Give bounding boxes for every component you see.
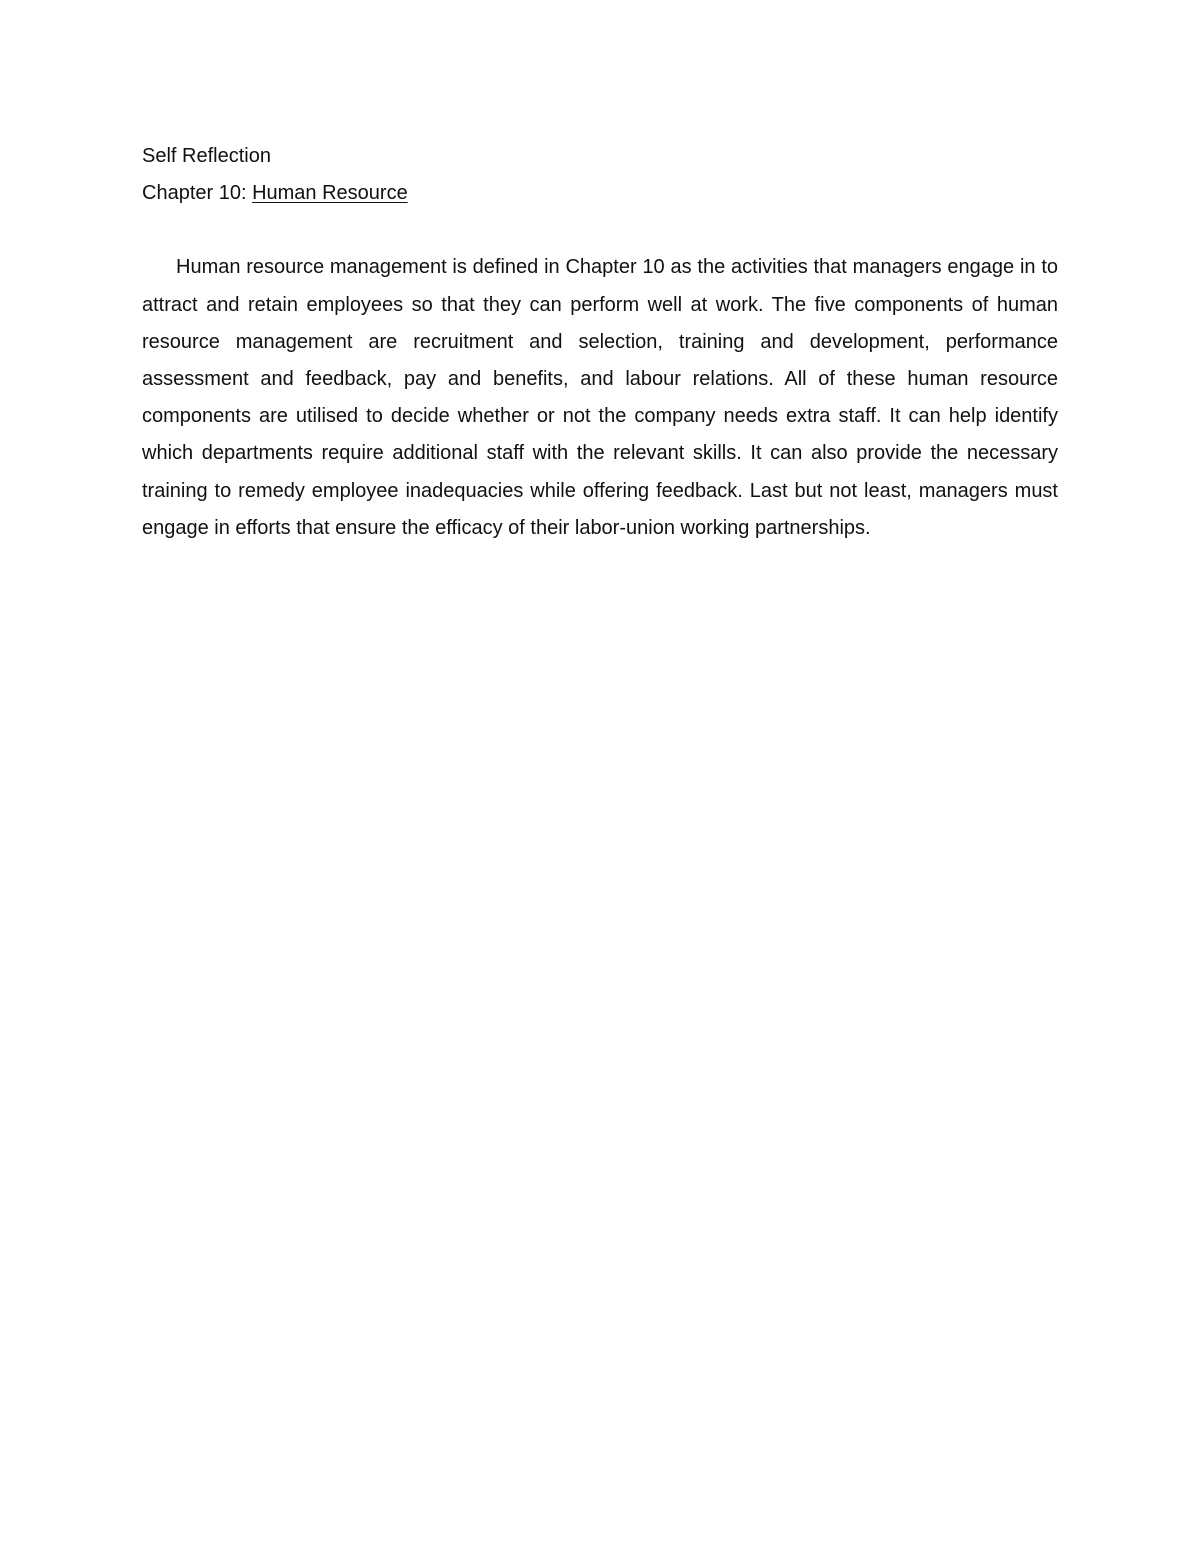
- chapter-prefix: Chapter 10:: [142, 182, 253, 205]
- document-title: Self Reflection: [142, 145, 271, 167]
- document-content: [142, 138, 1058, 547]
- chapter-topic: Human Resource: [252, 182, 408, 205]
- reflection-paragraph: Human resource management is defined in Chapter 10 as the activities that managers engage in to attract and retain employees so that they can perform well at work. The five components of human resource management are recruitment and selection, training and development, performance assessment and feedback, pay and benefits, and labour relations. All of these human resource components are utilised to decide whether or not the company needs extra staff. It can help identify which departments require additional staff with the relevant skills. It can also provide the necessary training to remedy employee inadequacies while offering feedback. Last but not least, managers must engage in efforts that ensure the efficacy of their labor-union working partnerships.: [142, 256, 1058, 539]
- chapter-heading: [142, 175, 1058, 212]
